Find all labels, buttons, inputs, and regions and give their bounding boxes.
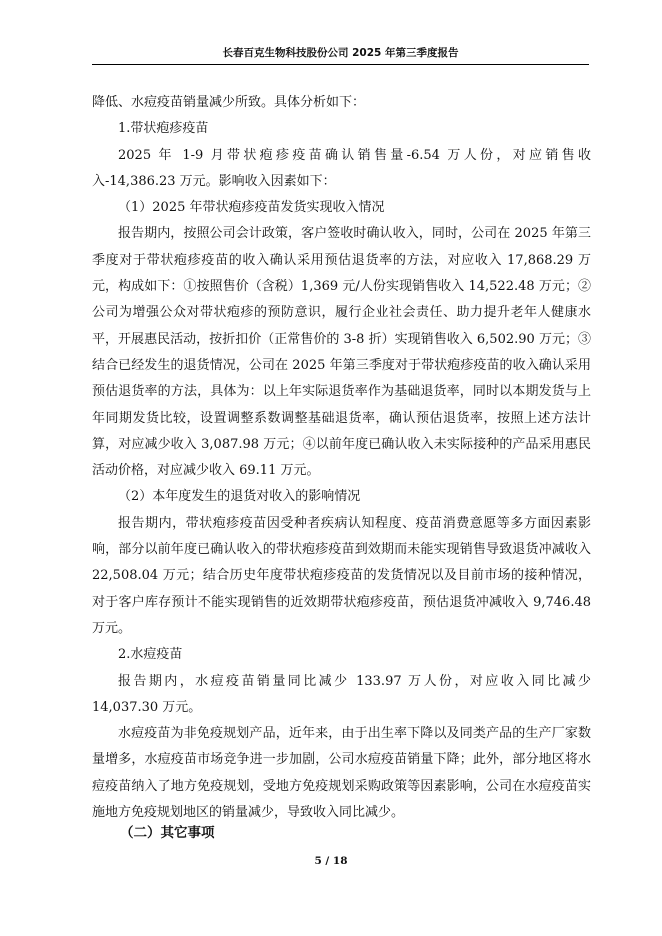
paragraph-continuation: 降低、水痘疫苗销量减少所致。具体分析如下： (92, 95, 366, 110)
subheading-returns-impact: （2）本年度发生的退货对收入的影响情况 (118, 489, 361, 505)
subheading-varicella-vaccine: 2.水痘疫苗 (118, 647, 183, 663)
subheading-shingles-vaccine: 1.带状疱疹疫苗 (118, 121, 209, 137)
paragraph-varicella-sales: 报告期内，水痘疫苗销量同比减少 133.97 万人份，对应收入同比减少 14,037.30 万元。 (92, 673, 591, 715)
report-header: 长春百克生物科技股份公司 2025 年第三季度报告 (92, 46, 589, 65)
paragraph-varicella-market: 水痘疫苗为非免疫规划产品，近年来，由于出生率下降以及同类产品的生产厂家数量增多，水痘疫苗市场竞争进一步加剧，公司水痘疫苗销量下降；此外，部分地区将水痘疫苗纳入了地方免疫规划，受地方免疫规划采购政策等因素影响，公司在水痘疫苗实施地方免疫规划地区的销量减少，导致收入同比减少。 (92, 726, 591, 821)
paragraph-returns-detail: 报告期内，带状疱疹疫苗因受种者疾病认知程度、疫苗消费意愿等多方面因素影响，部分以前年度已确认收入的带状疱疹疫苗到效期而未能实现销售导致退货冲减收入 22,508.04 万元；结合历史年度带状疱疹疫苗的发货情况以及目前市场的接种情况，对于客户库存预计不能实现销售的近效期带状疱疹疫苗，预估退货冲减收入 9,746.48 万元。 (92, 515, 591, 636)
subheading-shipment-revenue: （1）2025 年带状疱疹疫苗发货实现收入情况 (118, 200, 385, 216)
page-number: 5 / 18 (314, 855, 348, 867)
paragraph-revenue-composition: 报告期内，按照公司会计政策，客户签收时确认收入，同时，公司在 2025 年第三季度对于带状疱疹疫苗的收入确认采用预估退货率的方法，对应收入 17,868.29 万元，构成如下：①按照售价（含税）1,369 元/人份实现销售收入 14,522.48 万元；②公司为增强公众对带状疱疹的预防意识，履行企业社会责任、助力提升老年人健康水平，开展惠民活动，按折扣价（正常售价的 3-8 折）实现销售收入 6,502.90 万元；③结合已经发生的退货情况，公司在 2025 年第三季度对于带状疱疹疫苗的收入确认采用预估退货率的方法，具体为：以上年实际退货率作为基础退货率，同时以本期发货与上年同期发货比较，设置调整系数调整基础退货率，确认预估退货率，按照上述方法计算，对应减少收入 3,087.98 万元；④以前年度已确认收入未实际接种的产品采用惠民活动价格，对应减少收入 69.11 万元。 (92, 226, 591, 479)
paragraph-shingles-sales: 2025 年 1-9 月带状疱疹疫苗确认销售量-6.54 万人份，对应销售收入-14,386.23 万元。影响收入因素如下： (92, 147, 591, 189)
document-body (92, 90, 591, 826)
section-heading-other-matters: （二）其它事项 (120, 825, 215, 841)
